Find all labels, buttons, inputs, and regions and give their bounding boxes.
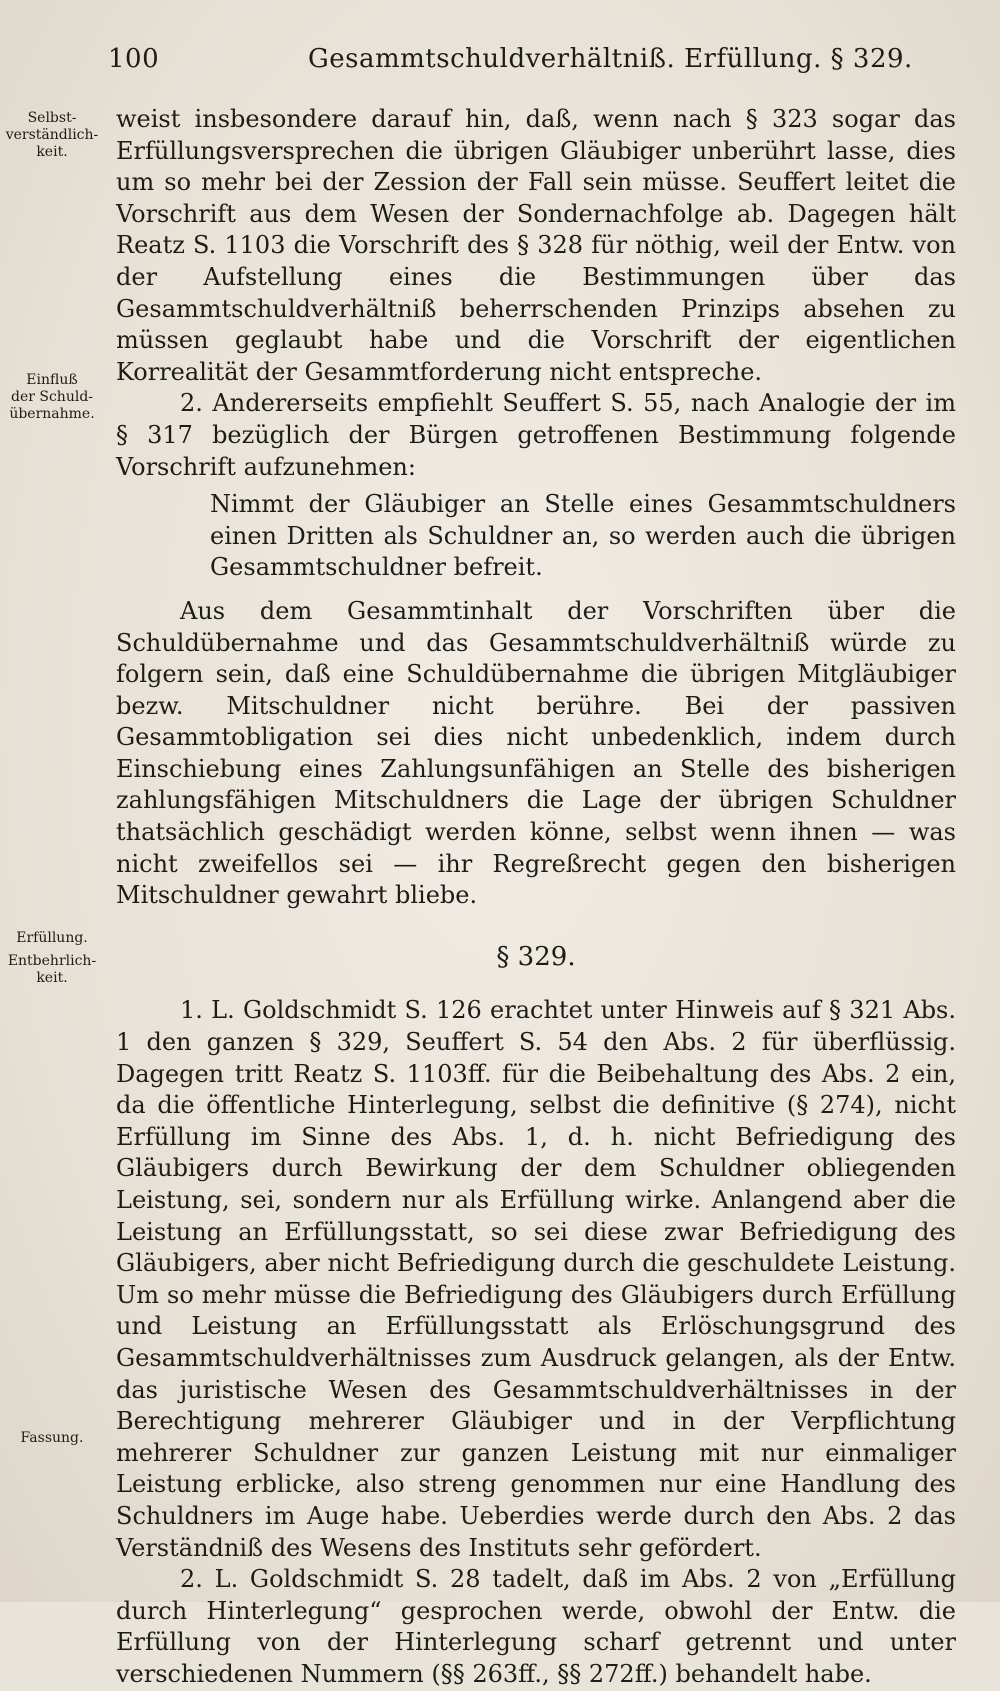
body-text — [116, 104, 956, 1691]
margin-note-text: Fassung. — [20, 1430, 84, 1446]
margin-note-text: Entbehrlich- keit. — [7, 953, 97, 986]
paragraph: 2. L. Goldschmidt S. 28 tadelt, daß im Abs. 2 von „Erfüllung durch Hinterlegung“ gesprochen werde, obwohl der Entw. die Erfüllung von der Hinterlegung scharf getrennt und unter verschiedenen Nummern (§§ 263ff., §§ 272ff.) behandelt habe. — [116, 1565, 956, 1688]
paragraph: 2. Andererseits empfiehlt Seuffert S. 55, nach Analogie der im § 317 bezüglich der Bürgen getroffenen Bestimmung folgende Vorschrift aufzunehmen: — [116, 389, 956, 481]
paragraph: weist insbesondere darauf hin, daß, wenn nach § 323 sogar das Erfüllungsversprechen die übrigen Gläubiger unberührt lasse, dies um so mehr bei der Zession der Fall sein müsse. Seuffert leitet die Vorschrift aus dem Wesen der Sondernachfolge ab. Dagegen hält Reatz S. 1103 die Vorschrift des § 328 für nöthig, weil der Entw. von der Aufstellung eines die Bestimmungen über das Gesammtschuldverhältniß beherrschenden Prinzips absehen zu müssen geglaubt habe und die Vorschrift der eigentlichen Korrealität der Gesammtforderung nicht entspreche. — [116, 105, 956, 386]
paragraph: Aus dem Gesammtinhalt der Vorschriften über die Schuldübernahme und das Gesammtschuldverhältniß würde zu folgern sein, daß eine Schuldübernahme die übrigen Mitgläubiger bezw. Mitschuldner nicht berühre. Bei der passiven Gesammtobligation sei dies nicht unbedenklich, indem durch Einschiebung eines Zahlungsunfähigen an Stelle des bisherigen zahlungsfähigen Mitschuldners die Lage der übrigen Schuldner thatsächlich geschädigt werden könne, selbst wenn ihnen — was nicht zweifellos sei — ihr Regreßrecht gegen den bisherigen Mitschuldner gewahrt bliebe. — [116, 596, 956, 910]
section-heading: § 329. — [496, 941, 576, 972]
margin-note-text: Erfüllung. — [16, 930, 88, 946]
margin-note-schuldübernahme — [4, 372, 100, 423]
paragraph: 1. L. Goldschmidt S. 126 erachtet unter Hinweis auf § 321 Abs. 1 den ganzen § 329, Seuffert S. 54 den Abs. 2 für überflüssig. Dagegen tritt Reatz S. 1103ff. für die Beibehaltung des Abs. 2 ein, da die öffentliche Hinterlegung, selbst die definitive (§ 274), nicht Erfüllung im Sinne des Abs. 1, d. h. nicht Befriedigung des Gläubigers durch Bewirkung der dem Schuldner obliegenden Leistung, sei, sondern nur als Erfüllung wirke. Anlangend aber die Leistung an Erfüllungsstatt, so sei diese zwar Befriedigung des Gläubigers, aber nicht Befriedigung durch die geschuldete Leistung. Um so mehr müsse die Befriedigung des Gläubigers durch Erfüllung und Leistung an Erfüllungsstatt als Erlöschungsgrund des Gesammtschuldverhältnisses zum Ausdruck gelangen, als der Entw. das juristische Wesen des Gesammtschuldverhältnisses in der Berechtigung mehrerer Gläubiger und in der Verpflichtung mehrerer Schuldner zur ganzen Leistung mit nur einmaliger Leistung erblicke, also streng genommen nur eine Handlung des Schuldners im Auge habe. Ueberdies werde durch den Abs. 2 das Verständniß des Wesens des Instituts sehr gefördert. — [116, 996, 956, 1562]
margin-note-text: Einfluß der Schuld- übernahme. — [9, 372, 95, 422]
margin-note-erfuellung — [4, 930, 100, 947]
margin-note-fassung — [4, 1430, 100, 1447]
margin-note-selbstverstaendlichkeit — [4, 110, 100, 161]
page-number: 100 — [108, 44, 160, 74]
margin-note-text: Selbst- verständlich- keit. — [5, 110, 99, 160]
quoted-provision: Nimmt der Gläubiger an Stelle eines Gesammtschuldners einen Dritten als Schuldner an, so werden auch die übrigen Gesammtschuldner befreit. — [210, 490, 956, 582]
running-title: Gesammtschuldverhältniß. Erfüllung. § 329. — [308, 44, 913, 74]
margin-note-entbehrlichkeit — [4, 953, 100, 987]
